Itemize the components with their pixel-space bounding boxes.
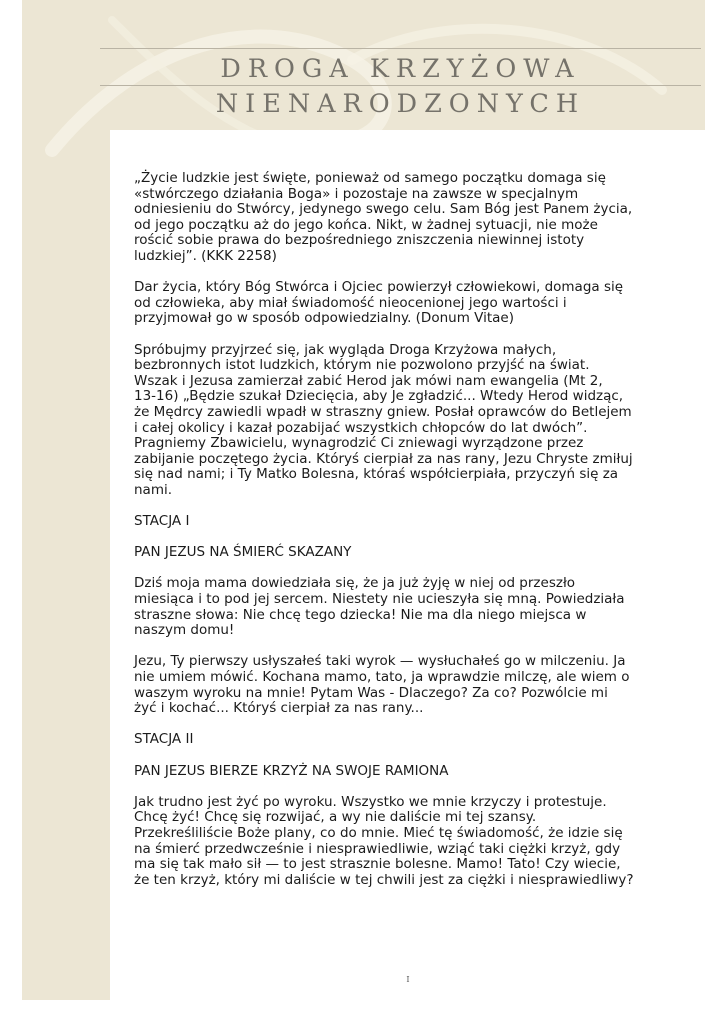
text-line: od jego początku aż do jego końca. Nikt, w żadnej sytuacji, nie może	[134, 216, 598, 233]
text-line: ma się tak mało sił — to jest strasznie bolesne. Mamo! Tato! Czy wiecie,	[134, 856, 621, 873]
text-line: i całej okolicy i kazał pozabijać wszystkich chłopców do lat dwóch”.	[134, 419, 588, 436]
station-label-text: STACJA I	[134, 513, 190, 530]
text-line: Wszak i Jezusa zamierzał zabić Herod jak mówi nam ewangelia (Mt 2,	[134, 372, 603, 389]
paragraph-station-1-b	[134, 654, 654, 716]
page-title-line-2: NIENARODZONYCH	[215, 89, 586, 119]
page-frame	[22, 0, 705, 1000]
station-title-text: PAN JEZUS BIERZE KRZYŻ NA SWOJE RAMIONA	[134, 762, 449, 779]
text-line: się nad nami; i Ty Matko Bolesna, któraś współcierpiała, przyczyń się za	[134, 466, 619, 483]
text-line: żyć i kochać... Któryś cierpiał za nas rany...	[134, 700, 424, 717]
station-2-label	[134, 732, 654, 748]
text-line: nie umiem mówić. Kochana mamo, tato, ja wprawdzie milczę, ale wiem o	[134, 669, 630, 685]
text-line: przyjmował go w sposób odpowiedzialny. (Donum Vitae)	[134, 310, 514, 327]
text-line: Dar życia, który Bóg Stwórca i Ojciec powierzył człowiekowi, domaga się	[134, 279, 624, 296]
text-line: Jezu, Ty pierwszy usłyszałeś taki wyrok — wysłuchałeś go w milczeniu. Ja	[134, 653, 626, 670]
station-2-title	[134, 764, 654, 780]
page-number: I	[406, 975, 410, 984]
text-line: Chcę żyć! Chcę się rozwijać, a wy nie daliście mi tej szansy.	[134, 809, 537, 826]
station-1-title	[134, 545, 654, 561]
text-line: Przekreśliliście Boże plany, co do mnie. Mieć tę świadomość, że idzie się	[134, 824, 623, 841]
paragraph-station-2	[134, 795, 654, 889]
paragraph-catechism-quote	[134, 171, 654, 265]
page-title-line-1: DROGA KRZYŻOWA	[220, 54, 581, 84]
text-line: naszym domu!	[134, 622, 235, 639]
text-line: że Mędrcy zawiedli wpadł w straszny gniew. Posłał oprawców do Betlejem	[134, 403, 632, 420]
text-line: zabijanie poczętego życia. Któryś cierpiał za nas rany, Jezu Chryste zmiłuj	[134, 450, 633, 467]
text-line: 13-16) „Będzie szukał Dziecięcia, aby Je zgładzić... Wtedy Herod widząc,	[134, 388, 624, 405]
paragraph-station-1-a	[134, 576, 654, 638]
text-line: «stwórczego działania Boga» i pozostaje na zawsze w specjalnym	[134, 185, 579, 202]
text-line: że ten krzyż, który mi daliście w tej chwili jest za ciężki i niesprawiedliwy?	[134, 871, 634, 888]
text-line: rościć sobie prawa do bezpośredniego zniszczenia niewinnej istoty	[134, 232, 585, 249]
text-line: „Życie ludzkie jest święte, ponieważ od samego początku domaga się	[134, 170, 606, 186]
text-line: waszym wyroku na mnie! Pytam Was - Dlaczego? Za co? Pozwólcie mi	[134, 684, 608, 701]
text-line: odniesieniu do Stwórcy, jedynego swego celu. Sam Bóg jest Panem życia,	[134, 201, 633, 218]
text-line: nami.	[134, 481, 173, 498]
body-text	[134, 171, 654, 904]
text-line: straszne słowa: Nie chcę tego dziecka! Nie ma dla niego miejsca w	[134, 606, 587, 623]
text-line: miesiąca i to pod jej sercem. Niestety nie ucieszyła się mną. Powiedziała	[134, 591, 625, 608]
header-top-rule	[100, 48, 701, 49]
text-line: Jak trudno jest żyć po wyroku. Wszystko we mnie krzyczy i protestuje.	[134, 793, 607, 810]
text-line: Spróbujmy przyjrzeć się, jak wygląda Droga Krzyżowa małych,	[134, 341, 557, 358]
station-1-label	[134, 514, 654, 530]
text-line: na śmierć przedwcześnie i niesprawiedliwie, wziąć taki ciężki krzyż, gdy	[134, 840, 621, 857]
station-title-text: PAN JEZUS NA ŚMIERĆ SKAZANY	[134, 544, 352, 561]
paragraph-introduction	[134, 343, 654, 499]
station-label-text: STACJA II	[134, 731, 194, 748]
paragraph-donum-vitae	[134, 280, 654, 327]
text-line: Pragniemy Zbawicielu, wynagrodzić Ci zniewagi wyrządzone przez	[134, 435, 584, 452]
text-line: Dziś moja mama dowiedziała się, że ja już żyję w niej od przeszło	[134, 575, 576, 592]
text-line: ludzkiej”. (KKK 2258)	[134, 247, 277, 264]
text-line: od człowieka, aby miał świadomość nieocenionej jego wartości i	[134, 294, 567, 311]
content-panel	[110, 130, 705, 1000]
header-bottom-rule	[100, 85, 701, 86]
text-line: bezbronnych istot ludzkich, którym nie pozwolono przyjść na świat.	[134, 357, 590, 374]
